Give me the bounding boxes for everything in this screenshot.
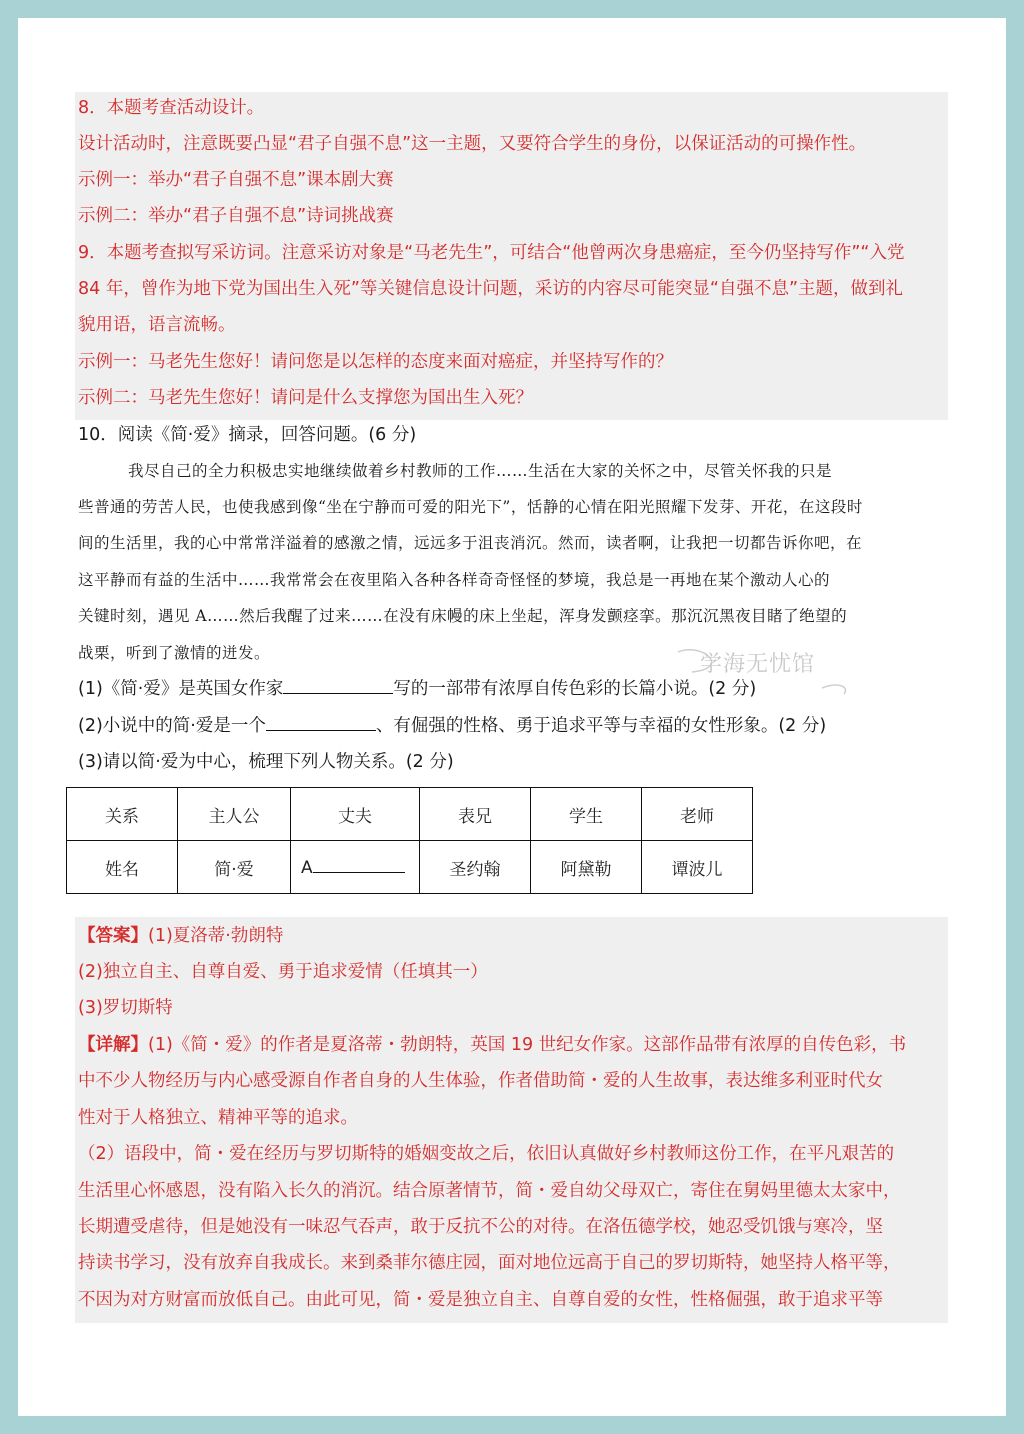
- table-cell: 主人公: [178, 788, 291, 841]
- passage-line-3: 间的生活里，我的心中常常洋溢着的感激之情，远远多于沮丧消沉。然而，读者啊，让我把一切都告诉你吧，在: [78, 534, 863, 552]
- detail-line-7: 持读书学习，没有放弃自我成长。来到桑菲尔德庄园，面对地位远高于自己的罗切斯特，她坚持人格平等，: [78, 1253, 901, 1273]
- sub-question-3: (3)请以简·爱为中心，梳理下列人物关系。(2 分): [78, 752, 454, 772]
- q9-line-3: 貌用语，语言流畅。: [78, 315, 236, 335]
- table-cell: 简·爱: [178, 841, 291, 894]
- answer-3: (3)罗切斯特: [78, 998, 173, 1018]
- sub-question-1: [78, 677, 756, 701]
- table-cell: 姓名: [67, 841, 178, 894]
- answer-line-1: [78, 924, 283, 948]
- table-cell: 表兄: [420, 788, 531, 841]
- sub-question-1-suffix: 写的一部带有浓厚自传色彩的长篇小说。(2 分): [393, 679, 757, 699]
- sub-question-2: [78, 714, 826, 738]
- table-row: [67, 841, 753, 894]
- relationship-table: [66, 787, 753, 894]
- passage-line-4: 这平静而有益的生活中……我常常会在夜里陷入各种各样奇奇怪怪的梦境，我总是一再地在某个激动人心的: [78, 571, 831, 589]
- passage-line-5: 关键时刻，遇见 A……然后我醒了过来……在没有床幔的床上坐起，浑身发颤痉挛。那沉沉黑夜目睹了绝望的: [78, 607, 848, 625]
- answer-1: (1)夏洛蒂·勃朗特: [148, 926, 284, 946]
- passage-line-1: 我尽自己的全力积极忠实地继续做着乡村教师的工作……生活在大家的关怀之中，尽管关怀我的只是: [128, 462, 833, 480]
- table-cell: 丈夫: [291, 788, 420, 841]
- blank-label: A: [301, 858, 313, 878]
- detail-line-5: 生活里心怀感恩，没有陷入长久的消沉。结合原著情节，简・爱自幼父母双亡，寄住在舅妈里德太太家中，: [78, 1181, 901, 1201]
- table-cell: 谭波儿: [642, 841, 753, 894]
- q10-title: 10．阅读《简·爱》摘录，回答问题。(6 分): [78, 425, 417, 445]
- q8-example-1: 示例一：举办“君子自强不息”课本剧大赛: [78, 170, 394, 190]
- q9-example-1: 示例一：马老先生您好！请问您是以怎样的态度来面对癌症，并坚持写作的？: [78, 352, 673, 372]
- detail-line-4: （2）语段中，简・爱在经历与罗切斯特的婚姻变故之后，依旧认真做好乡村教师这份工作，在平凡艰苦的: [78, 1144, 895, 1164]
- table-cell: 学生: [531, 788, 642, 841]
- answer-2: (2)独立自主、自尊自爱、勇于追求爱情（任填其一）: [78, 962, 488, 982]
- q8-guidance: 设计活动时，注意既要凸显“君子自强不息”这一主题，又要符合学生的身份，以保证活动的可操作性。: [78, 134, 867, 154]
- answer-tag: 【答案】: [78, 926, 148, 946]
- detail-line-6: 长期遭受虐待，但是她没有一味忍气吞声，敢于反抗不公的对待。在洛伍德学校，她忍受饥饿与寒冷，坚: [78, 1217, 883, 1237]
- table-cell: 关系: [67, 788, 178, 841]
- author-blank[interactable]: [283, 677, 393, 694]
- passage-line-6: 战栗，听到了激情的迸发。: [78, 644, 271, 662]
- passage-line-2: 些普通的劳苦人民，也使我感到像“坐在宁静而可爱的阳光下”，恬静的心情在阳光照耀下发芽、开花，在这段时: [78, 498, 863, 516]
- q9-line-2: 84 年，曾作为地下党为国出生入死”等关键信息设计问题，采访的内容尽可能突显“自强不息”主题，做到礼: [78, 279, 904, 299]
- table-cell: 老师: [642, 788, 753, 841]
- husband-blank[interactable]: [313, 856, 405, 873]
- sub-question-1-prefix: (1)《简·爱》是英国女作家: [78, 679, 284, 699]
- detail-line-3: 性对于人格独立、精神平等的追求。: [78, 1108, 358, 1128]
- husband-blank-cell[interactable]: [291, 841, 420, 894]
- q8-title: 8．本题考查活动设计。: [78, 98, 265, 118]
- detail-tag: 【详解】: [78, 1035, 148, 1055]
- sub-question-2-suffix: 、有倔强的性格、勇于追求平等与幸福的女性形象。(2 分): [375, 716, 827, 736]
- character-trait-blank[interactable]: [266, 714, 376, 731]
- detail-line-8: 不因为对方财富而放低自己。由此可见，简・爱是独立自主、自尊自爱的女性，性格倔强，敢于追求平等: [78, 1290, 883, 1310]
- detail-text-1: (1)《简・爱》的作者是夏洛蒂・勃朗特，英国 19 世纪女作家。这部作品带有浓厚的自传色彩，书: [148, 1035, 907, 1055]
- q8-example-2: 示例二：举办“君子自强不息”诗词挑战赛: [78, 206, 394, 226]
- watermark-text: 学海无忧馆: [700, 652, 816, 677]
- table-row: [67, 788, 753, 841]
- detail-line-1: [78, 1033, 906, 1057]
- q9-line-1: 9．本题考查拟写采访词。注意采访对象是“马老先生”，可结合“他曾两次身患癌症，至今仍坚持写作”“入党: [78, 243, 905, 263]
- table-cell: 阿黛勒: [531, 841, 642, 894]
- detail-line-2: 中不少人物经历与内心感受源自作者自身的人生体验，作者借助简・爱的人生故事，表达维多利亚时代女: [78, 1071, 883, 1091]
- table-cell: 圣约翰: [420, 841, 531, 894]
- sub-question-2-prefix: (2)小说中的简·爱是一个: [78, 716, 266, 736]
- q9-example-2: 示例二：马老先生您好！请问是什么支撑您为国出生入死？: [78, 388, 533, 408]
